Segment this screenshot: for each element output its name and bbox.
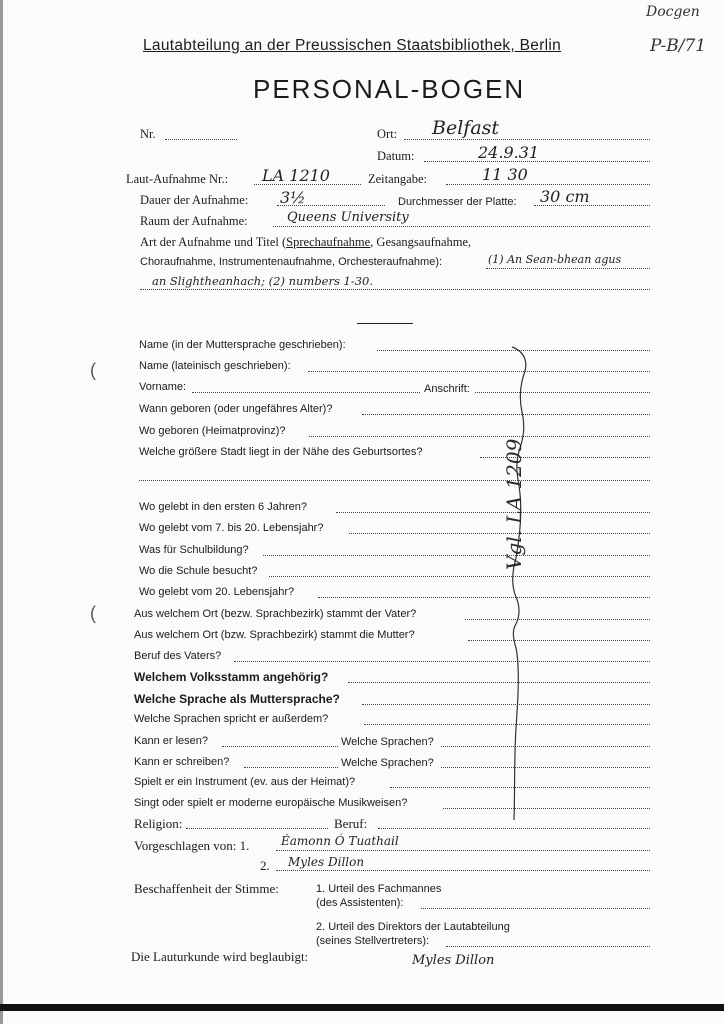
gelebt-20-label: Wo gelebt vom 20. Lebensjahr? <box>139 586 295 598</box>
lesen-label: Kann er lesen? <box>134 735 208 747</box>
dauer-label: Dauer der Aufnahme: <box>140 193 249 207</box>
laut-aufnahme-value: LA 1210 <box>262 166 330 185</box>
schreiben-sprachen-label: Welche Sprachen? <box>341 757 434 769</box>
art-label-text: Art der Aufnahme und Titel ( <box>140 235 287 249</box>
name-latein-label: Name (lateinisch geschrieben): <box>139 360 291 372</box>
zeitangabe-value: 11 30 <box>482 165 528 184</box>
laut-aufnahme-label: Laut-Aufnahme Nr.: <box>126 172 229 186</box>
beruf-vater-label: Beruf des Vaters? <box>134 650 222 662</box>
urteil-2-line1: 2. Urteil des Direktors der Lautabteilung <box>316 921 510 933</box>
geboren-wo-label: Wo geboren (Heimatprovinz)? <box>139 425 286 437</box>
gelebt-6-label: Wo gelebt in den ersten 6 Jahren? <box>139 501 307 513</box>
musikweisen-label: Singt oder spielt er moderne europäische Musikweisen? <box>134 797 408 809</box>
durchmesser-value: 30 cm <box>540 187 590 206</box>
datum-value: 24.9.31 <box>478 143 540 162</box>
instrument-label: Spielt er ein Instrument (ev. aus der Heimat)? <box>134 776 356 788</box>
lesen-sprachen-label: Welche Sprachen? <box>341 736 434 748</box>
vorgeschlagen-label: Vorgeschlagen von: 1. <box>134 838 250 853</box>
left-edge-shadow <box>0 0 3 1024</box>
vorgeschlagen-1-value: Éamonn Ó Tuathail <box>281 834 399 848</box>
punch-mark-lower: ( <box>90 603 96 623</box>
art-label-rest: , Gesangsaufnahme, <box>370 235 472 249</box>
institution-header: Lautabteilung an der Preussischen Staatsbibliothek, Berlin <box>143 37 562 54</box>
bottom-scan-bar <box>0 1004 724 1011</box>
sprachen-ausserdem-label: Welche Sprachen spricht er außerdem? <box>134 713 329 725</box>
vorgeschlagen-2-number: 2. <box>260 858 270 873</box>
page-title: PERSONAL-BOGEN <box>253 74 526 104</box>
gelebt-7-20-label: Wo gelebt vom 7. bis 20. Lebensjahr? <box>139 522 324 534</box>
ort-label: Ort: <box>377 127 398 141</box>
stadt-label: Welche größere Stadt liegt in der Nähe des Geburtsortes? <box>139 446 423 458</box>
name-mutter-label: Name (in der Muttersprache geschrieben): <box>139 339 346 351</box>
art-sprechaufnahme: Sprechaufnahme <box>286 235 371 249</box>
ort-vater-label: Aus welchem Ort (bezw. Sprachbezirk) stammt der Vater? <box>134 608 417 620</box>
anschrift-label: Anschrift: <box>424 383 470 395</box>
vorgeschlagen-2-value: Myles Dillon <box>288 855 365 869</box>
schule-label: Wo die Schule besucht? <box>139 565 258 577</box>
nr-label: Nr. <box>140 127 156 141</box>
raum-value: Queens University <box>287 210 409 225</box>
zeitangabe-label: Zeitangabe: <box>368 172 427 186</box>
ort-value: Belfast <box>432 117 500 139</box>
archive-mark-line1: Docgen <box>646 4 700 20</box>
schreiben-label: Kann er schreiben? <box>134 756 230 768</box>
volksstamm-label: Welchem Volksstamm angehörig? <box>134 670 329 684</box>
punch-mark-upper: ( <box>90 360 96 380</box>
durchmesser-label: Durchmesser der Platte: <box>398 196 517 208</box>
schulbildung-label: Was für Schulbildung? <box>139 544 249 556</box>
religion-label: Religion: <box>134 816 183 831</box>
margin-note: Vgl. LA 1209 <box>502 438 526 570</box>
muttersprache-label: Welche Sprache als Muttersprache? <box>134 692 340 706</box>
beglaubigt-label: Die Lauturkunde wird beglaubigt: <box>131 949 309 964</box>
ort-mutter-label: Aus welchem Ort (bzw. Sprachbezirk) stammt die Mutter? <box>134 629 415 641</box>
stimme-label: Beschaffenheit der Stimme: <box>134 881 279 896</box>
urteil-2-line2: (seines Stellvertreters): <box>316 935 430 947</box>
datum-label: Datum: <box>377 149 415 163</box>
raum-label: Raum der Aufnahme: <box>140 214 248 228</box>
art-label-line2: Choraufnahme, Instrumentenaufnahme, Orchesteraufnahme): <box>140 256 443 268</box>
art-value-2: an Slightheanhach; (2) numbers 1-30. <box>152 274 374 288</box>
art-value-1: (1) An Sean-bhean agus <box>488 253 622 266</box>
dauer-value: 3½ <box>280 188 306 207</box>
beglaubigt-signature: Myles Dillon <box>412 953 495 968</box>
urteil-1-line1: 1. Urteil des Fachmannes <box>316 883 442 895</box>
beruf-label: Beruf: <box>334 816 368 831</box>
vorname-label: Vorname: <box>139 381 187 393</box>
urteil-1-line2: (des Assistenten): <box>316 897 404 909</box>
archive-mark-line2: P-B/71 <box>650 36 707 56</box>
handwritten-bracket <box>512 347 526 820</box>
geboren-wann-label: Wann geboren (oder ungefähres Alter)? <box>139 403 333 415</box>
